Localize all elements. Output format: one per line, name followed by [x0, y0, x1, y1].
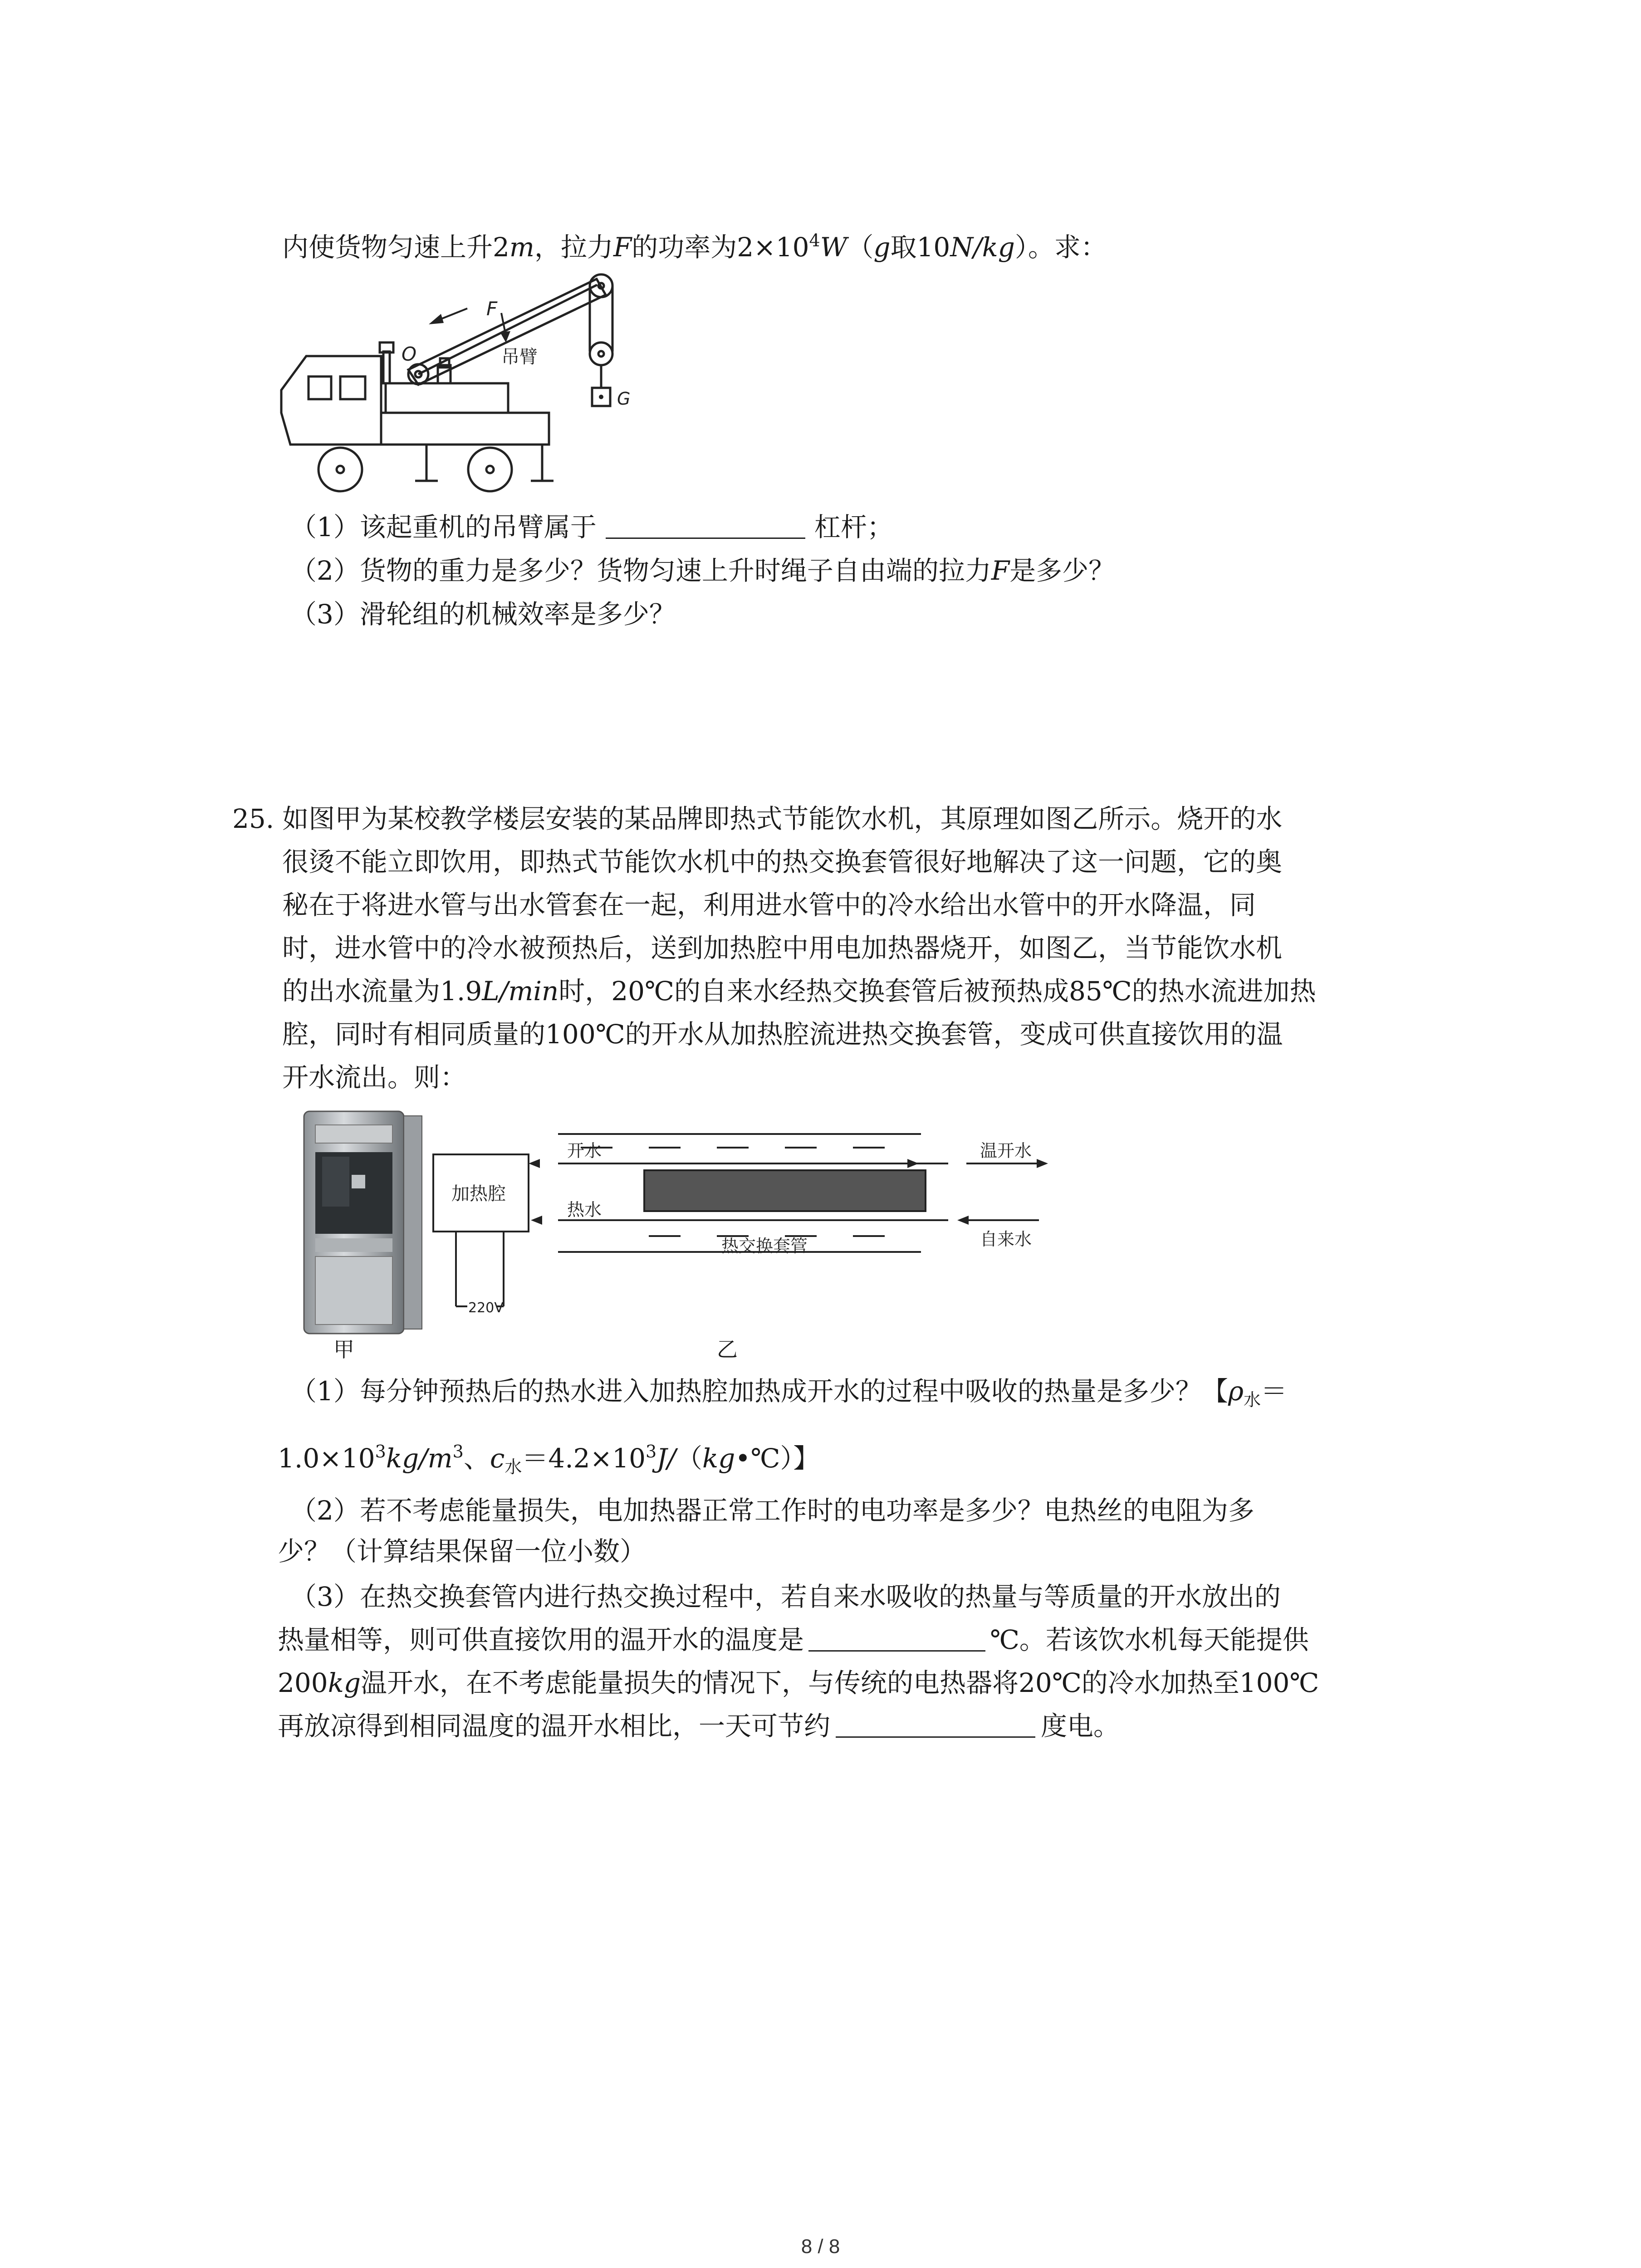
q25-line-5: 的出水流量为1.9L/min时，20℃的自来水经热交换套管后被预热成85℃的热水流进加热: [282, 976, 1316, 1007]
heat-exchanger-diagram: [431, 1120, 1066, 1338]
answer-blank-lever[interactable]: [606, 510, 805, 539]
q25-line-4: 时，进水管中的冷水被预热后，送到加热腔中用电加热器烧开，如图乙，当节能饮水机: [282, 933, 1283, 963]
crane-label-arm: 吊臂: [501, 347, 538, 367]
question-number: 25.: [232, 803, 274, 834]
q25-line-2: 很烫不能立即饮用，即热式节能饮水机中的热交换套管很好地解决了这一问题，它的奥: [282, 846, 1283, 877]
label-boiling-water: 开水: [567, 1141, 602, 1161]
q24-sub2: （2）货物的重力是多少？货物匀速上升时绳子自由端的拉力F是多少？: [290, 555, 1115, 586]
caption-yi: 乙: [717, 1337, 738, 1362]
q25-line-6: 腔，同时有相同质量的100℃的开水从加热腔流进热交换套管，变成可供直接饮用的温: [282, 1019, 1283, 1050]
answer-blank-energy[interactable]: [836, 1709, 1035, 1738]
q25-sub3-c: 200kg温开水，在不考虑能量损失的情况下，与传统的电热器将20℃的冷水加热至100℃: [278, 1667, 1319, 1698]
q25-sub1-a: （1）每分钟预热后的热水进入加热腔加热成开水的过程中吸收的热量是多少？【$\rho_水=$: [290, 1376, 1288, 1410]
label-warm-water: 温开水: [980, 1141, 1032, 1161]
q24-sub3: （3）滑轮组的机械效率是多少？: [290, 599, 676, 630]
label-hot-water: 热水: [567, 1200, 602, 1220]
q25-sub3-b: 热量相等，则可供直接饮用的温开水的温度是 ℃。若该饮水机每天能提供: [278, 1622, 1309, 1658]
label-heater: 加热腔: [451, 1183, 506, 1204]
crane-label-o: O: [402, 343, 417, 365]
q25-line-1: 25. 如图甲为某校教学楼层安装的某品牌即热式节能饮水机，其原理如图乙所示。烧开的水: [232, 803, 1283, 834]
q25-sub2-a: （2）若不考虑能量损失，电加热器正常工作时的电功率是多少？电热丝的电阻为多: [290, 1495, 1254, 1526]
q25-line-7: 开水流出。则：: [282, 1062, 467, 1093]
label-voltage: 220V: [468, 1300, 504, 1316]
q25-sub3-a: （3）在热交换套管内进行热交换过程中，若自来水吸收的热量与等质量的开水放出的: [290, 1581, 1281, 1612]
q24-intro-line: 内使货物匀速上升2m，拉力F的功率为$2\times 10^4W(g$取10N/kg）。求：: [282, 230, 1107, 263]
caption-jia: 甲: [333, 1337, 354, 1362]
q25-sub3-d: 再放凉得到相同温度的温开水相比，一天可节约 度电。: [278, 1708, 1120, 1744]
label-exchanger: 热交换套管: [721, 1236, 808, 1256]
crane-label-f: F: [486, 298, 498, 320]
q25-sub2-b: 少？（计算结果保留一位小数）: [278, 1536, 647, 1567]
q25-line-3: 秘在于将进水管与出水管套在一起，利用进水管中的冷水给出水管中的开水降温，同: [282, 890, 1256, 920]
q24-sub1: （1）该起重机的吊臂属于 杠杆；: [290, 509, 893, 545]
answer-blank-temperature[interactable]: [808, 1623, 985, 1652]
crane-label-g: G: [617, 389, 631, 409]
q25-sub1-b: $1.0\times 10^3kg/m^3$、$c_水=4.2\times 10^3J/(kg•℃)$】: [278, 1442, 820, 1477]
page-number: 8 / 8: [801, 2235, 840, 2258]
crane-diagram: [272, 263, 681, 499]
label-tap-water: 自来水: [980, 1229, 1032, 1249]
dispenser-photo: [295, 1107, 431, 1343]
